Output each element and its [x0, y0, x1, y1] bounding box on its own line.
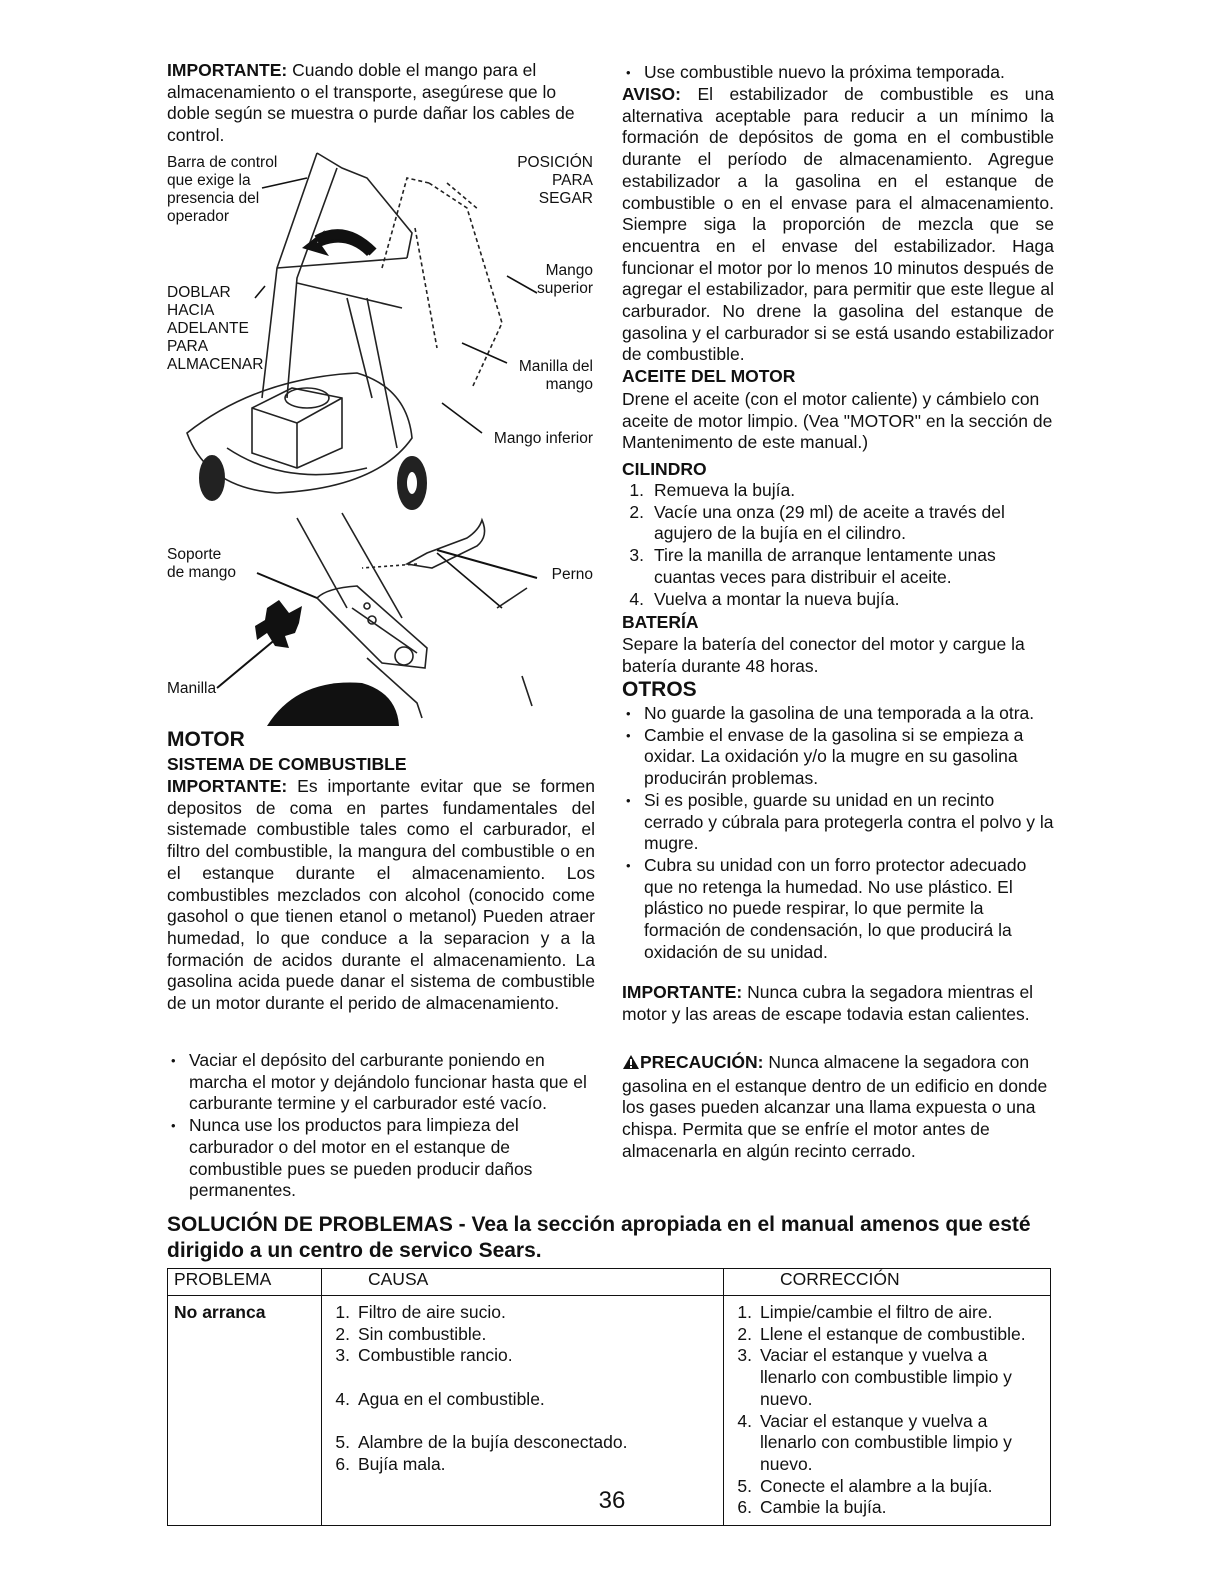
bracket-illustration [167, 508, 597, 726]
item-number: 4. [335, 1388, 350, 1409]
item-text: Llene el estanque de combustible. [760, 1323, 1026, 1344]
battery-heading: BATERÍA [622, 612, 699, 632]
caution-label: PRECAUCIÓN: [640, 1052, 764, 1072]
warning-icon [622, 1054, 640, 1076]
label-line: ALMACENAR [167, 356, 264, 373]
important-label: IMPORTANTE: [167, 60, 288, 80]
list-item [322, 1345, 723, 1367]
step-text: Remueva la bujía. [654, 480, 796, 500]
label-line: mango [545, 376, 593, 393]
step-number: 3. [629, 545, 644, 566]
item-number: 3. [737, 1345, 752, 1366]
list-item: • Vaciar el depósito del carburante poniendo en marcha el motor y dejándolo funcionar hasta que el carburante termine y el carburador esté vacío. [167, 1050, 595, 1115]
label-line: DOBLAR [167, 284, 231, 301]
label-line: operador [167, 208, 230, 225]
item-text: Vaciar el estanque y vuelva a llenarlo con combustible limpio y nuevo. [760, 1410, 1012, 1474]
important-text: Cuando doble el mango para el almacenamiento o el transporte, asegúrese que lo doble según se muestra o purde dañar los cables de control. [167, 60, 575, 146]
motor-heading: MOTOR [167, 728, 245, 751]
list-item [724, 1411, 1044, 1476]
important-2-text: Nunca cubra la segadora mientras el motor y las areas de escape todavia estan calientes. [622, 982, 1034, 1024]
list-item: • Si es posible, guarde su unidad en un recinto cerrado y cúbrala para protegerla contra el polvo y la mugre. [622, 790, 1054, 855]
right-top-bullet [622, 62, 1054, 84]
step-number: 2. [629, 501, 644, 522]
label-line: POSICIÓN [517, 154, 593, 171]
col-problem: PROBLEMA [168, 1269, 322, 1296]
label-line: presencia del [167, 190, 260, 207]
list-item [322, 1432, 723, 1454]
step-text: Vuelva a montar la nueva bujía. [654, 588, 900, 609]
label-line: Barra de control [167, 154, 278, 171]
label-line: Perno [551, 566, 593, 583]
item-text: Bujía mala. [358, 1453, 446, 1474]
fuel-important-label: IMPORTANTE: [167, 776, 288, 796]
label-line: Mango [545, 262, 593, 279]
label-line: Mango inferior [493, 430, 593, 447]
list-item [724, 1302, 1044, 1324]
important-2-label: IMPORTANTE: [622, 982, 743, 1002]
item-number: 3. [335, 1345, 350, 1366]
label-control-bar [167, 154, 277, 226]
list-item [322, 1389, 723, 1411]
item-text: Combustible rancio. [358, 1345, 513, 1366]
item-text: Alambre de la bujía desconectado. [358, 1432, 628, 1453]
list-item: • Use combustible nuevo la próxima temporada. [622, 62, 1054, 84]
label-line: ADELANTE [167, 320, 249, 337]
battery-paragraph: Separe la batería del conector del motor y cargue la batería durante 48 horas. [622, 634, 1025, 676]
list-item: • No guarde la gasolina de una temporada a la otra. [622, 703, 1054, 725]
item-text: Sin combustible. [358, 1323, 487, 1344]
otros-bullets [622, 703, 1054, 963]
label-upper-handle [537, 262, 593, 298]
step-number: 1. [629, 480, 644, 500]
left-intro [167, 60, 597, 147]
list-item [322, 1302, 723, 1324]
step-number: 4. [629, 588, 644, 609]
cause-list [322, 1302, 723, 1476]
label-knob [167, 680, 216, 698]
item-number: 2. [335, 1323, 350, 1344]
otros-heading: OTROS [622, 678, 697, 701]
problem-text: No arranca [174, 1302, 266, 1322]
figure-handle-bracket [167, 508, 597, 726]
important-2-paragraph [622, 982, 1054, 1025]
list-item: • Cambie el envase de la gasolina si se empieza a oxidar. La oxidación y/o la mugre en su gasolina producirán problemas. [622, 725, 1054, 790]
item-number: 6. [335, 1453, 350, 1474]
caution-paragraph [622, 1052, 1054, 1163]
label-bolt [552, 566, 593, 584]
aviso-text: El estabilizador de combustible es una alternativa aceptable para reducir a un mínimo la formación de depósitos de goma en el combustible durante el período de almacenamiento. Agregue estabilizador a la gasolina en el estanque de combustible o en el envase para el almacenamiento. Siempre siga la proporción de mezcla que se encuentra en el envase del estabilizador. Haga funcionar el motor por lo menos 10 minutos después de agregar el estabilizador, para permitir que este llegue al carburador. No drene la gasolina del estanque de gasolina y el carburador si se está usando estabilizador de combustible. [622, 84, 1054, 365]
label-lower-handle [494, 430, 593, 448]
list-item [322, 1324, 723, 1346]
step-text: Vacíe una onza (29 ml) de aceite a través del agujero de la bujía en el cilindro. [654, 501, 1005, 544]
item-text: Limpie/cambie el filtro de aire. [760, 1302, 993, 1322]
label-fold-forward [167, 284, 263, 374]
fuel-bullets [167, 1050, 595, 1202]
list-item: • Nunca use los productos para limpieza del carburador o del motor en el estanque de combustible pues se pueden producir daños permanentes. [167, 1115, 595, 1202]
oil-paragraph: Drene el aceite (con el motor caliente) y cámbielo con aceite de motor limpio. (Vea "MOTOR" en la sección de Mantenimento de este manual.) [622, 389, 1053, 453]
fuel-important-text: Es importante evitar que se formen depositos de coma en partes fundamentales del sistemade combustible tales como el carburador, el filtro del combustible, la mangura del combustible o en el estanque durante el almacenamiento. Los combustibles mezclados con alcohol (conocido come gasohol o que tienen etanol o metanol) Pueden atraer humedad, lo que conduce a la separacion y a la formación de acidos durante el almacenamiento. La gasolina acida puede danar el sistema de combustible de un motor durante el perido de almacenamiento. [167, 776, 595, 1014]
label-handle-bracket [167, 546, 236, 582]
troubleshooting-heading: SOLUCIÓN DE PROBLEMAS - Vea la sección apropiada en el manual amenos que esté dirigido a un centro de servico Sears. [167, 1213, 1031, 1262]
item-text: Filtro de aire sucio. [358, 1302, 506, 1322]
list-item [622, 502, 1054, 545]
item-number: 5. [737, 1475, 752, 1496]
label-line: PARA [551, 172, 593, 189]
item-number: 1. [737, 1302, 752, 1322]
label-line: Soporte [167, 546, 222, 563]
item-text: Agua en el combustible. [358, 1388, 545, 1409]
list-item [724, 1324, 1044, 1346]
list-item [322, 1454, 723, 1476]
label-line: PARA [167, 338, 209, 355]
item-number: 6. [737, 1497, 752, 1518]
label-line: HACIA [167, 302, 215, 319]
list-item: • Cubra su unidad con un forro protector adecuado que no retenga la humedad. No use plástico. El plástico no puede respirar, lo que permite la formación de condensación, lo que producirá la oxidación de su unidad. [622, 855, 1054, 964]
aviso-paragraph [622, 84, 1054, 366]
col-fix: CORRECCIÓN [724, 1269, 1051, 1296]
table-header-row [168, 1269, 1051, 1296]
label-line: de mango [167, 564, 236, 581]
list-item [622, 545, 1054, 588]
label-handle-knob [519, 358, 593, 394]
item-number: 2. [737, 1323, 752, 1344]
list-item [622, 589, 1054, 611]
oil-heading: ACEITE DEL MOTOR [622, 366, 796, 386]
item-number: 5. [335, 1432, 350, 1453]
item-text: Vaciar el estanque y vuelva a llenarlo con combustible limpio y nuevo. [760, 1345, 1012, 1409]
item-text: Conecte el alambre a la bujía. [760, 1475, 993, 1496]
fuel-system-heading: SISTEMA DE COMBUSTIBLE [167, 754, 407, 774]
label-line: superior [537, 280, 593, 297]
page-number: 36 [598, 1487, 626, 1514]
fuel-important-paragraph [167, 776, 595, 1015]
label-line: que exige la [167, 172, 251, 189]
figure-mower-fold [167, 148, 597, 516]
list-item [622, 480, 1054, 502]
label-line: Manilla del [518, 358, 593, 375]
aviso-label: AVISO: [622, 84, 681, 104]
item-number: 4. [737, 1410, 752, 1431]
label-line: SEGAR [538, 190, 593, 207]
label-mowing-position [517, 154, 593, 208]
col-cause: CAUSA [322, 1269, 724, 1296]
caution-text: Nunca almacene la segadora con gasolina en el estanque dentro de un edificio en donde los gases pueden alcanzar una llama expuesta o una chispa. Permita que se enfríe el motor antes de almacenarla en algún recinto cerrado. [622, 1052, 1048, 1161]
cylinder-heading: CILINDRO [622, 459, 707, 479]
label-line: Manilla [167, 680, 217, 697]
list-item [724, 1345, 1044, 1410]
step-text: Tire la manilla de arranque lentamente unas cuantas veces para distribuir el aceite. [654, 545, 996, 587]
item-number: 1. [335, 1302, 350, 1322]
item-text: Cambie la bujía. [760, 1497, 887, 1518]
cylinder-steps [622, 480, 1054, 610]
